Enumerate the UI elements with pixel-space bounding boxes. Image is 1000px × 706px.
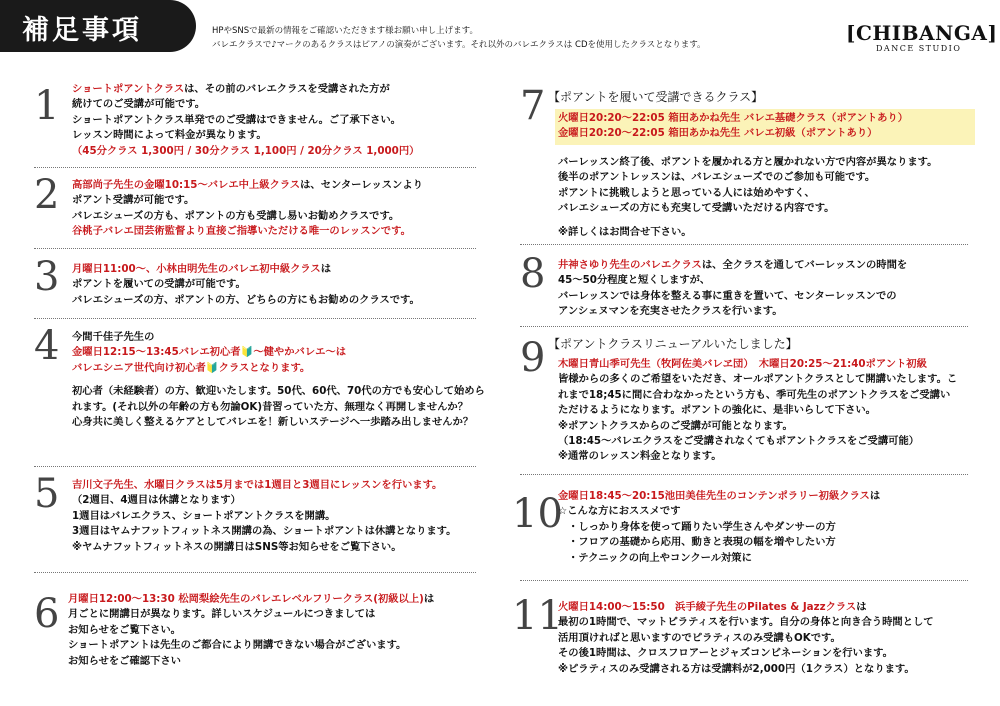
s7-line: 後半のポアントレッスンは、バレエシューズでのご参加も可能です。 bbox=[558, 171, 876, 184]
s9-line: れまで18;45に間に合わなかったという方も、季可先生のポアントクラスをご受講い bbox=[558, 388, 951, 401]
s4-class: 金曜日12:15〜13:45バレエ初心者🔰〜健やかバレエ〜は bbox=[72, 346, 347, 359]
s2-text: は、センターレッスンより bbox=[300, 179, 423, 191]
s2-line: ポアント受講が可能です。 bbox=[72, 194, 195, 207]
section-4 bbox=[72, 330, 485, 430]
s11-line: 活用頂ければと思いますのでピラティスのみ受講もOKです。 bbox=[558, 631, 841, 644]
s1-line: 続けてのご受講が可能です。 bbox=[72, 98, 206, 111]
s6-line: お知らせをご確認下さい bbox=[68, 654, 181, 667]
s10-line: ・テクニックの向上やコンクール対策に bbox=[568, 551, 752, 564]
s4-line: れます。(それ以外の年齢の方も勿論OK)昔習っていた方、無理なく再開しませんか？ bbox=[72, 400, 469, 413]
section-number: 9 bbox=[520, 335, 546, 381]
section-number: 10 bbox=[512, 491, 563, 537]
s5-line: （2週目、4週目は休講となります） bbox=[72, 494, 241, 507]
divider bbox=[34, 572, 476, 573]
s5-line: 1週目はバレエクラス、ショートポアントクラスを開講。 bbox=[72, 509, 336, 522]
section-9 bbox=[548, 336, 798, 352]
s3-class: 月曜日11:00〜、小林由明先生のバレエ初中級クラス bbox=[72, 263, 321, 275]
s8-line: 45〜50分程度と短くしますが、 bbox=[558, 274, 711, 287]
s3-line: バレエシューズの方、ポアントの方、どちらの方にもお勧めのクラスです。 bbox=[72, 293, 420, 306]
page-title-tab bbox=[0, 0, 196, 52]
s5-line: 3週目はヤムナフットフィットネス開講の為、ショートポアントは休講となります。 bbox=[72, 525, 457, 538]
s2-class: 高部尚子先生の金曜10:15〜バレエ中上級クラス bbox=[72, 179, 301, 191]
section-number: 1 bbox=[34, 83, 60, 129]
section-number: 7 bbox=[520, 83, 546, 129]
s1-line: ショートポアントクラス単発でのご受講はできません。ご了承下さい。 bbox=[72, 113, 401, 126]
s4-class: バレエシニア世代向け初心者🔰クラスとなります。 bbox=[72, 361, 311, 374]
s7-class: 金曜日20:20〜22:05 箱田あかね先生 バレエ初級（ポアントあり） bbox=[558, 127, 878, 140]
s6-line: ショートポアントは先生のご都合により開講できない場合がございます。 bbox=[68, 639, 407, 652]
section-number: 2 bbox=[34, 172, 60, 218]
s11-class: 火曜日14:00〜15:50 浜手綾子先生のPilates & Jazzクラス bbox=[558, 601, 857, 613]
divider bbox=[520, 580, 968, 581]
s9-heading: 【ポアントクラスリニューアルいたしました】 bbox=[548, 337, 798, 351]
s3-text: は bbox=[320, 263, 331, 275]
section-8 bbox=[558, 258, 907, 320]
s8-line: バーレッスンでは身体を整える事に重きを置いて、センターレッスンでの bbox=[558, 289, 897, 302]
studio-logo bbox=[846, 21, 998, 56]
section-7-highlight bbox=[558, 111, 908, 142]
s6-class: 月曜日12:00〜13:30 松岡梨絵先生のバレエレベルフリークラス(初級以上) bbox=[68, 593, 424, 605]
s1-class: ショートポアントクラス bbox=[72, 83, 185, 95]
section-7-body bbox=[558, 155, 937, 240]
s4-line: 心身共に美しく整えるケアとしてバレエを！新しいステージへ一歩踏み出しませんか？ bbox=[72, 416, 474, 429]
divider bbox=[520, 474, 968, 475]
s4-line: 初心者（未経験者）の方、歓迎いたします。50代、60代、70代の方でも安心して始めら bbox=[72, 385, 485, 398]
section-number: 3 bbox=[34, 254, 60, 300]
s3-line: ポアントを履いての受講が可能です。 bbox=[72, 278, 246, 291]
s11-line: ※ピラティスのみ受講される方は受講料が2,000円（1クラス）となります。 bbox=[558, 662, 915, 675]
s9-line: （18:45〜バレエクラスをご受講されなくてもポアントクラスをご受講可能） bbox=[558, 435, 920, 448]
header-note-1: HPやSNSで最新の情報をご確認いただきます様お願い申し上げます。 bbox=[212, 26, 478, 36]
section-number: 5 bbox=[34, 471, 60, 517]
s5-line: ※ヤムナフットフィットネスの開講日はSNS等お知らせをご覧下さい。 bbox=[72, 540, 402, 553]
page-title: 補足事項 bbox=[22, 15, 142, 46]
s7-class: 火曜日20:20〜22:05 箱田あかね先生 バレエ基礎クラス（ポアントあり） bbox=[558, 112, 909, 124]
s8-class: 井神さゆり先生のバレエクラス bbox=[558, 259, 702, 271]
logo-name: [CHIBANGA] bbox=[846, 21, 998, 45]
s10-line: ☆こんな方におススメです bbox=[558, 505, 681, 518]
s7-line: バーレッスン終了後、ポアントを履かれる方と履かれない方で内容が異なります。 bbox=[558, 156, 938, 168]
s7-line: バレエシューズの方にも充実して受講いただける内容です。 bbox=[558, 202, 835, 215]
section-10 bbox=[558, 489, 880, 566]
s11-line: その後1時間は、クロスフロアーとジャズコンビネーションを行います。 bbox=[558, 647, 893, 660]
s1-price: （45分クラス 1,300円 / 30分クラス 1,100円 / 20分クラス 1,000円） bbox=[72, 144, 420, 157]
section-6 bbox=[68, 592, 434, 669]
section-9-body bbox=[558, 357, 957, 465]
s6-line: お知らせをご覧下さい。 bbox=[68, 623, 181, 636]
s9-line: 皆様からの多くのご希望をいただき、オールポアントクラスとして開講いたします。こ bbox=[558, 373, 958, 386]
s10-class: 金曜日18:45〜20:15池田美佳先生のコンテンポラリー初級クラス bbox=[558, 490, 870, 502]
s11-text: は bbox=[856, 601, 867, 613]
section-2 bbox=[72, 178, 423, 240]
section-7 bbox=[548, 89, 763, 105]
s9-class: 木曜日青山季可先生（牧阿佐美バレヱ団） 木曜日20:25〜21:40ポアント初級 bbox=[558, 358, 927, 370]
s6-line: 月ごとに開講日が異なります。詳しいスケジュールにつきましては bbox=[68, 608, 376, 621]
section-5 bbox=[72, 478, 456, 555]
s2-line: バレエシューズの方も、ポアントの方も受講し易いお勧めクラスです。 bbox=[72, 209, 400, 222]
divider bbox=[34, 248, 476, 249]
divider bbox=[34, 466, 476, 467]
divider bbox=[34, 318, 476, 319]
divider bbox=[520, 244, 968, 245]
s7-line: ポアントに挑戦しようと思っている人には始めやすく、 bbox=[558, 186, 815, 199]
section-number: 6 bbox=[34, 591, 60, 637]
s9-line: ※ポアントクラスからのご受講が可能となります。 bbox=[558, 419, 793, 432]
s9-line: ただけるようになります。ポアントの強化に、是非いらして下さい。 bbox=[558, 404, 876, 417]
s11-line: 最初の1時間で、マットピラティスを行います。自分の身体と向き合う時間として bbox=[558, 616, 934, 629]
s10-line: ・しっかり身体を使って踊りたい学生さんやダンサーの方 bbox=[568, 520, 836, 533]
s1-text: は、その前のバレエクラスを受講された方が bbox=[184, 83, 390, 95]
s10-text: は bbox=[869, 490, 881, 502]
section-1 bbox=[72, 82, 419, 159]
s8-line: アンシェヌマンを充実させたクラスを行います。 bbox=[558, 305, 783, 318]
s1-line: レッスン時間によって料金が異なります。 bbox=[72, 129, 267, 142]
s7-line: ※詳しくはお問合せ下さい。 bbox=[558, 225, 692, 238]
section-number: 4 bbox=[34, 323, 60, 369]
s4-line: 今間千佳子先生の bbox=[72, 331, 155, 343]
section-number: 11 bbox=[512, 593, 563, 639]
s2-line: 谷桃子バレエ団芸術監督より直接ご指導いただける唯一のレッスンです。 bbox=[72, 225, 411, 238]
s10-line: ・フロアの基礎から応用、動きと表現の幅を増やしたい方 bbox=[568, 536, 836, 549]
s6-text: は bbox=[423, 593, 435, 605]
divider bbox=[34, 167, 476, 168]
s5-class: 吉川文子先生、水曜日クラスは5月までは1週目と3週目にレッスンを行います。 bbox=[72, 479, 443, 491]
divider bbox=[520, 326, 968, 327]
section-3 bbox=[72, 262, 420, 308]
s9-line: ※通常のレッスン料金となります。 bbox=[558, 450, 722, 463]
s7-heading: 【ポアントを履いて受講できるクラス】 bbox=[548, 90, 764, 104]
header-note-2: バレエクラスで♪マークのあるクラスはピアノの演奏がございます。それ以外のバレエクラスは CDを使用したクラスとなります。 bbox=[212, 40, 706, 50]
section-11 bbox=[558, 600, 934, 677]
section-number: 8 bbox=[520, 251, 546, 297]
logo-sub: DANCE STUDIO bbox=[876, 44, 962, 53]
s8-text: は、全クラスを通してバーレッスンの時間を bbox=[701, 259, 908, 271]
